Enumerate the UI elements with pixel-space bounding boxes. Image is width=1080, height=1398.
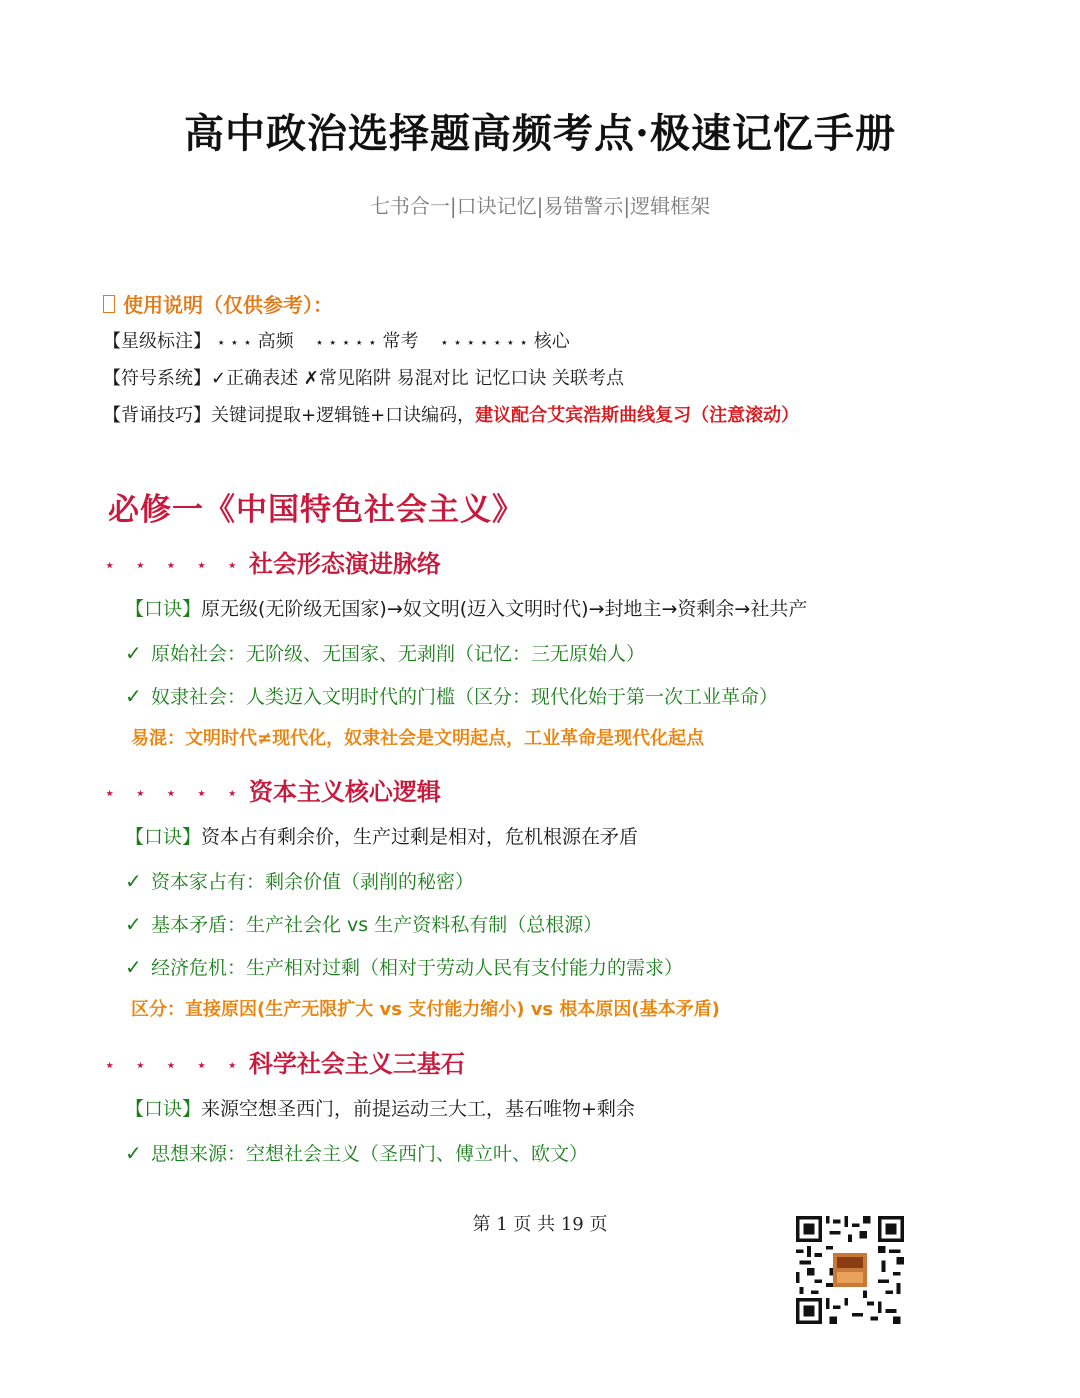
topic-heading xyxy=(105,1044,635,1088)
qr-code-icon[interactable] xyxy=(796,1216,904,1324)
topic-title: 社会形态演进脉络 xyxy=(248,550,441,578)
koujue-tag: 【口诀】 xyxy=(125,1098,202,1120)
point-line xyxy=(125,675,807,718)
koujue-tag: 【口诀】 xyxy=(125,826,202,848)
distinction-note: 区分：直接原因(生产无限扩大 vs 支付能力缩小) vs 根本原因(基本矛盾) xyxy=(131,999,720,1020)
point-line xyxy=(125,1132,635,1175)
usage-tips-line xyxy=(103,400,799,437)
star-icon: ⋆ ⋆ ⋆ ⋆ ⋆ xyxy=(105,1056,245,1074)
koujue-text: 来源空想圣西门，前提运动三大工，基石唯物+剩余 xyxy=(201,1098,635,1120)
usage-instructions xyxy=(103,290,799,437)
topic-heading xyxy=(105,772,720,816)
section-title: 必修一《中国特色社会主义》 xyxy=(108,492,524,528)
confusion-note: 易混：文明时代≠现代化，奴隶社会是文明起点，工业革命是现代化起点 xyxy=(131,728,705,749)
usage-heading xyxy=(103,290,799,326)
tips-label: 【背诵技巧】 xyxy=(103,405,211,426)
point-text: 思想来源：空想社会主义（圣西门、傅立叶、欧文） xyxy=(151,1143,589,1165)
tips-content: 关键词提取+逻辑链+口诀编码， xyxy=(211,405,476,426)
koujue-text: 资本占有剩余价，生产过剩是相对，危机根源在矛盾 xyxy=(201,826,639,848)
topic-block xyxy=(105,1044,635,1175)
usage-heading-text: 使用说明（仅供参考）： xyxy=(123,293,333,317)
star-icon: ⋆ ⋆ ⋆ ⋆ ⋆ xyxy=(105,556,245,574)
topic-title: 资本主义核心逻辑 xyxy=(248,778,441,806)
star-icon: ⋆ ⋆ ⋆ ⋆ ⋆ xyxy=(105,784,245,802)
point-line xyxy=(125,632,807,675)
usage-stars-line xyxy=(103,326,799,363)
check-icon: ✓ xyxy=(125,684,142,708)
checkbox-icon xyxy=(103,295,115,313)
page-subtitle: 七书合一|口诀记忆|易错警示|逻辑框架 xyxy=(369,194,711,218)
point-line xyxy=(125,946,720,989)
check-icon: ✓ xyxy=(125,641,142,665)
page-title: 高中政治选择题高频考点·极速记忆手册 xyxy=(184,110,896,157)
koujue-tag: 【口诀】 xyxy=(125,598,202,620)
check-icon: ✓ xyxy=(125,912,142,936)
point-line xyxy=(125,860,720,903)
topic-block xyxy=(105,772,720,1032)
stars-7-text: 核心 xyxy=(533,331,570,352)
topic-block xyxy=(105,544,807,761)
usage-symbols-line xyxy=(103,363,799,400)
check-icon: ✓ xyxy=(125,955,142,979)
point-line xyxy=(125,903,720,946)
star-icon: ⋆ ⋆ ⋆ ⋆ ⋆ ⋆ ⋆ xyxy=(439,335,529,351)
stars-5-text: 常考 xyxy=(382,331,419,352)
star-icon: ⋆ ⋆ ⋆ ⋆ ⋆ xyxy=(315,335,377,351)
page-number: 第 1 页 共 19 页 xyxy=(472,1214,608,1235)
stars-3-text: 高频 xyxy=(257,331,294,352)
stars-label: 【星级标注】 xyxy=(103,331,211,352)
check-icon: ✓ xyxy=(125,869,142,893)
koujue-line xyxy=(125,1088,635,1132)
symbols-content: ✓正确表述 ✗常见陷阱 易混对比 记忆口诀 关联考点 xyxy=(211,368,625,389)
star-icon: ⋆ ⋆ ⋆ xyxy=(216,335,252,351)
tips-highlight: 建议配合艾宾浩斯曲线复习（注意滚动） xyxy=(475,405,800,426)
koujue-line xyxy=(125,588,807,632)
symbols-label: 【符号系统】 xyxy=(103,368,211,389)
point-text: 基本矛盾：生产社会化 vs 生产资料私有制（总根源） xyxy=(151,914,603,936)
point-text: 奴隶社会：人类迈入文明时代的门槛（区分：现代化始于第一次工业革命） xyxy=(151,686,779,708)
koujue-text: 原无级(无阶级无国家)→奴文明(迈入文明时代)→封地主→资剩余→社共产 xyxy=(201,598,808,620)
point-text: 资本家占有：剩余价值（剥削的秘密） xyxy=(151,871,475,893)
point-text: 经济危机：生产相对过剩（相对于劳动人民有支付能力的需求） xyxy=(151,957,684,979)
point-text: 原始社会：无阶级、无国家、无剥削（记忆：三无原始人） xyxy=(151,643,646,665)
check-icon: ✓ xyxy=(125,1141,142,1165)
topic-title: 科学社会主义三基石 xyxy=(248,1050,465,1078)
topic-heading xyxy=(105,544,807,588)
koujue-line xyxy=(125,816,720,860)
